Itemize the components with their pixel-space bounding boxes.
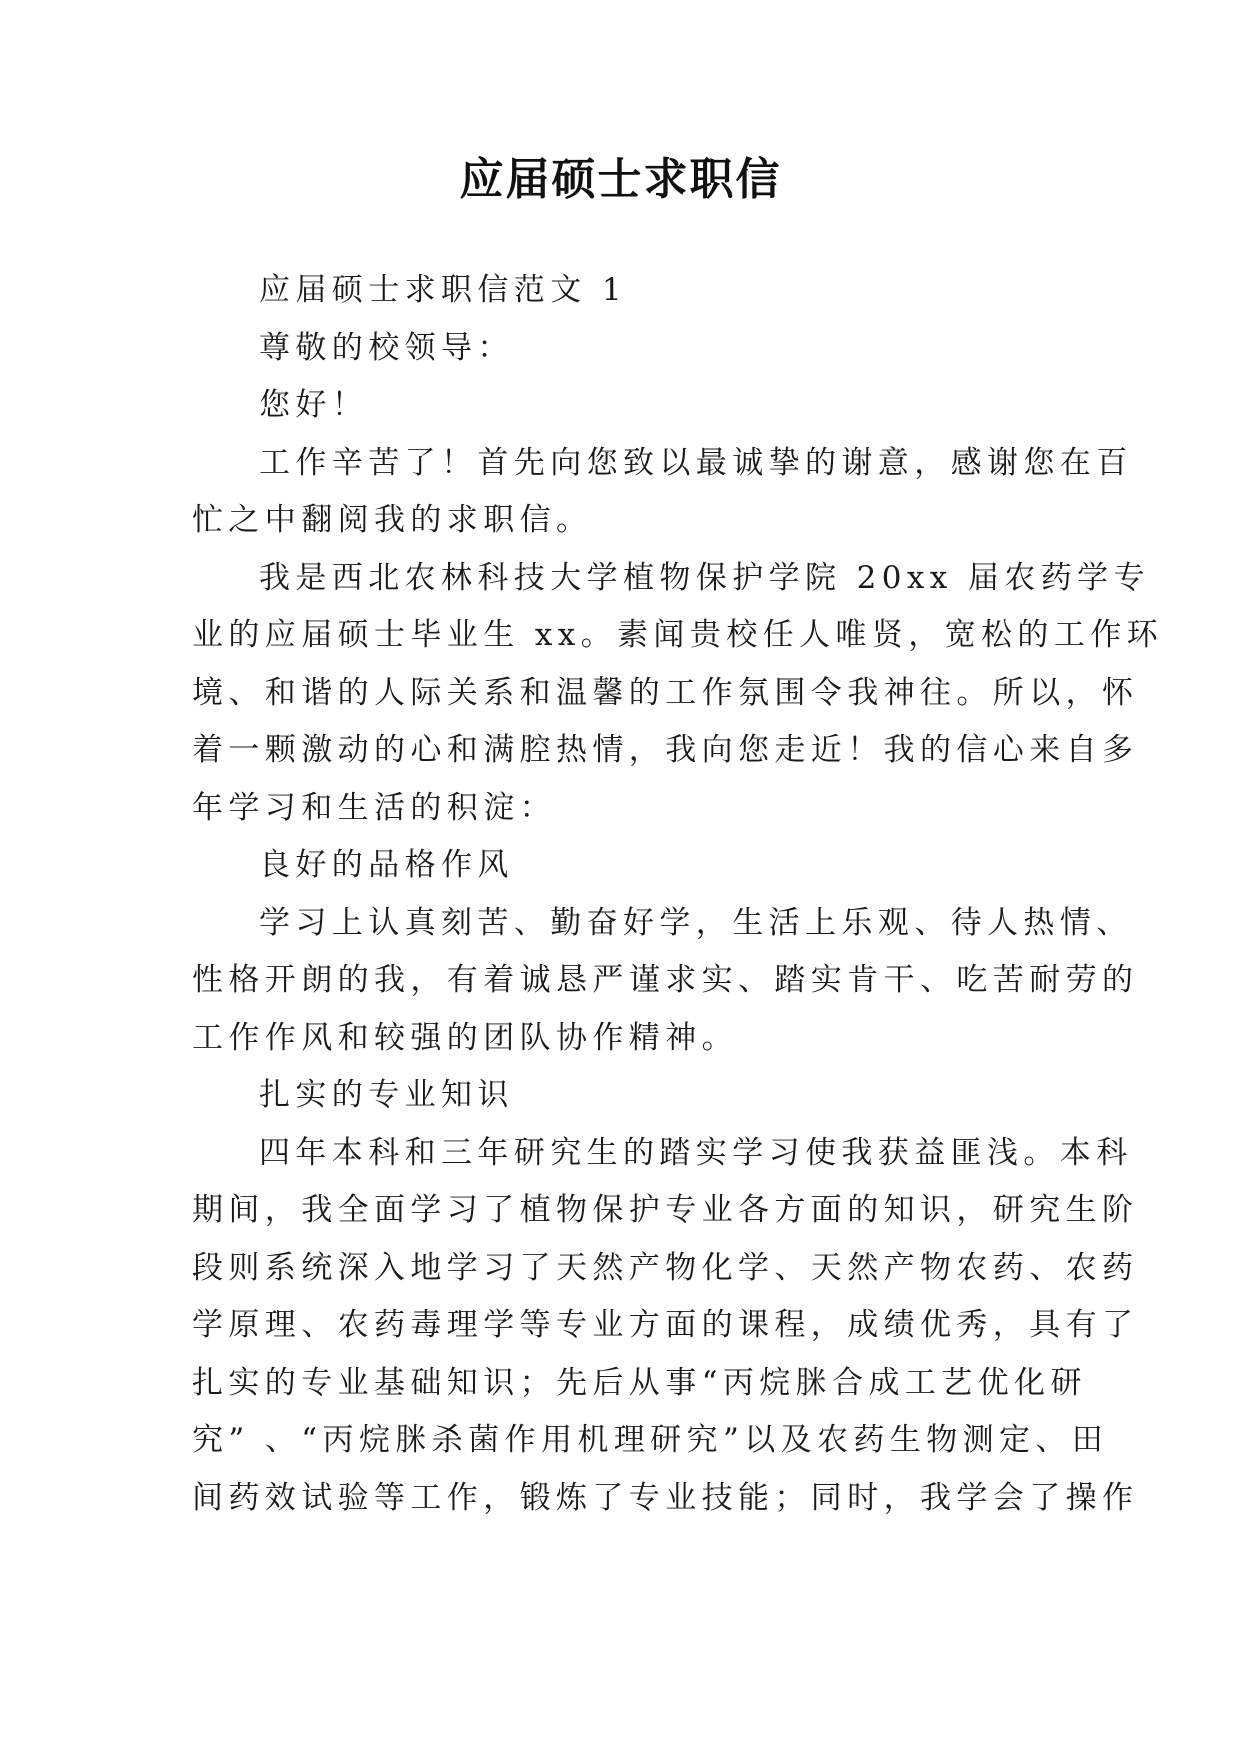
text-line: 段则系统深入地学习了天然产物化学、天然产物农药、农药 [192, 1249, 1139, 1286]
paragraph-greeting [192, 377, 1072, 435]
text-line: 着一颗激动的心和满腔热情，我向您走近！我的信心来自多 [192, 732, 1139, 768]
text-line: 性格开朗的我，有着诚恳严谨求实、踏实肯干、吃苦耐劳的 [192, 962, 1139, 998]
text-line: 良好的品格作风 [259, 847, 514, 883]
text-line: 间药效试验等工作，锻炼了专业技能；同时，我学会了操作 [192, 1479, 1139, 1516]
text-line: 业的应届硕士毕业生 xx。素闻贵校任人唯贤，宽松的工作环 [192, 617, 1164, 653]
text-line: 忙之中翻阅我的求职信。 [192, 502, 593, 538]
text-line: 工作辛苦了！首先向您致以最诚挚的谢意，感谢您在百 [259, 444, 1133, 481]
paragraph-character [192, 895, 1139, 1068]
text-line: 扎实的专业基础知识；先后从事“丙烷脒合成工艺优化研 [192, 1364, 1087, 1401]
text-line: 期间，我全面学习了植物保护专业各方面的知识，研究生阶 [192, 1192, 1139, 1228]
paragraph-knowledge [192, 1125, 1139, 1528]
text-line: 应届硕士求职信范文 1 [259, 272, 627, 308]
text-line: 境、和谐的人际关系和温馨的工作氛围令我神往。所以，怀 [192, 674, 1139, 711]
document-body [192, 262, 1164, 1527]
text-line: 学原理、农药毒理学等专业方面的课程，成绩优秀，具有了 [192, 1307, 1139, 1343]
text-line: 年学习和生活的积淀： [192, 789, 556, 826]
text-line: 工作作风和较强的团队协作精神。 [192, 1019, 738, 1056]
paragraph-salutation [192, 320, 1072, 378]
text-line: 学习上认真刻苦、勤奋好学，生活上乐观、待人热情、 [259, 904, 1133, 941]
text-line: 您好！ [259, 387, 369, 423]
paragraph-thanks [192, 435, 1133, 550]
text-line: 我是西北农林科技大学植物保护学院 20xx 届农药学专 [259, 559, 1150, 596]
document-title: 应届硕士求职信 [459, 154, 782, 205]
section-heading-character [192, 837, 1072, 895]
paragraph-heading [192, 262, 1072, 320]
text-line: 四年本科和三年研究生的踏实学习使我获益匪浅。本科 [259, 1134, 1133, 1171]
text-line: 尊敬的校领导： [259, 329, 514, 366]
section-heading-knowledge [192, 1067, 1072, 1125]
text-line: 究” 、“丙烷脒杀菌作用机理研究”以及农药生物测定、田 [192, 1422, 1109, 1458]
text-line: 扎实的专业知识 [259, 1077, 514, 1113]
paragraph-introduction [192, 550, 1164, 838]
